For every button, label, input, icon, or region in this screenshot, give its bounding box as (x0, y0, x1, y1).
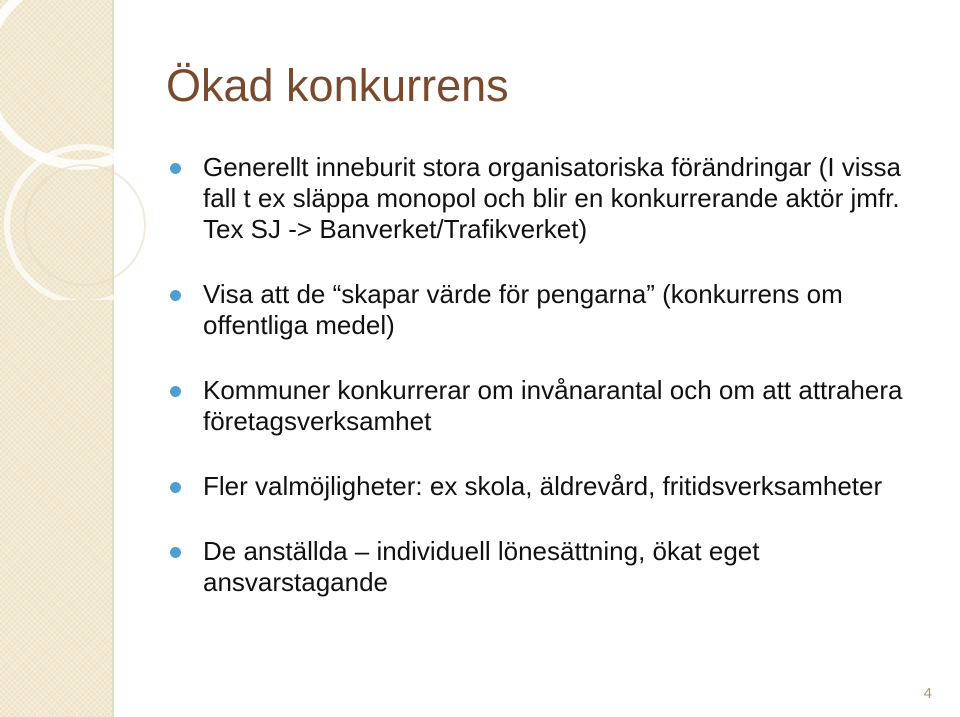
bullet-dot-icon (170, 547, 181, 558)
decorative-ring-small (7, 147, 163, 300)
bullet-text: De anställda – individuell lönesättning, ökat eget ansvarstagande (203, 536, 760, 597)
slide-number: 4 (923, 685, 932, 702)
decorative-ring-inner (25, 165, 145, 285)
bullet-item (166, 375, 926, 437)
bullet-dot-icon (170, 482, 181, 493)
decorative-ring-large (0, 0, 175, 165)
bullet-text: Generellt inneburit stora organisatoriska förändringar (I vissa fall t ex släppa monopol och blir en konkurrerande aktör jmfr. Tex SJ -> Banverket/Trafikverket) (203, 152, 902, 244)
bullet-item (166, 536, 926, 598)
bullet-item (166, 152, 926, 245)
bullet-dot-icon (170, 386, 181, 397)
slide-title: Ökad konkurrens (166, 60, 509, 111)
bullet-item (166, 279, 926, 341)
bullet-text: Fler valmöjligheter: ex skola, äldrevård, fritidsverksamheter (203, 471, 883, 501)
bullet-item (166, 471, 926, 502)
bullet-dot-icon (170, 290, 181, 301)
bullet-text: Visa att de “skapar värde för pengarna” (konkurrens om offentliga medel) (203, 279, 843, 340)
bullet-list (166, 152, 926, 632)
bullet-text: Kommuner konkurrerar om invånarantal och om att attrahera företagsverksamhet (203, 375, 903, 436)
bullet-dot-icon (170, 163, 181, 174)
